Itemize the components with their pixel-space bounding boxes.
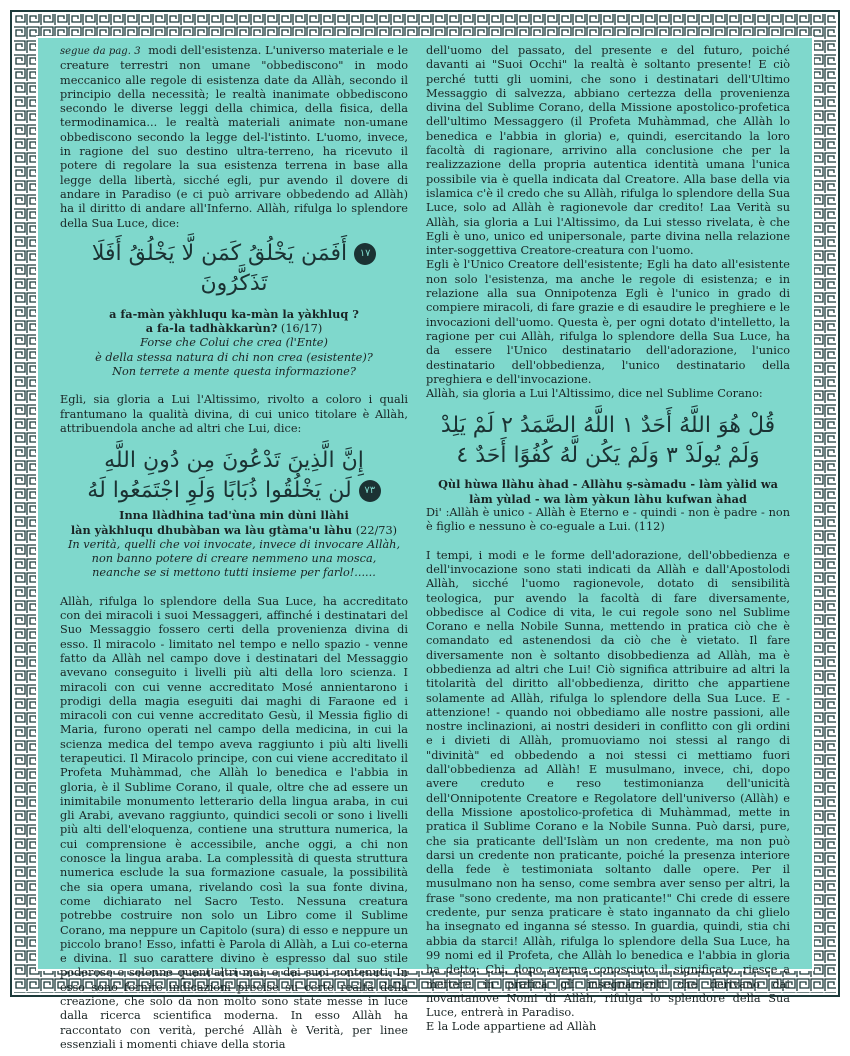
arabic-verse: ١٧ أَفَمَن يَخْلُقُ كَمَن لَّا يَخْلُقُ أَفَلَا تَذَكَّرُونَ xyxy=(60,239,408,299)
paragraph: I tempi, i modi e le forme dell'adorazione, dell'obbedienza e dell'invocazione sono stati indicati da Allàh e dall'Apostolodi Allàh, sicché l'uomo ragionevole, dotato di sensibilità teologica, pur avendo la facoltà di fare diversamente, obbedisce al Codice di vita, le cui regole sono nel Sublime Corano e nella Nobile Sunna, mettendo in pratica ciò che è comandato ed astenendosi da ciò che è vietato. Il fare diversamente non è soltanto disobbedienza ad Allàh, ma è obbedienza ad altri che Lui! Ciò significa attribuire ad altri la titolarità del diritto all'obbedienza, diritto che appartiene solamente ad Allàh, rifulga lo splendore della Sua Luce. E - attenzione! - quando noi obbediamo alle nostre passioni, alle nostre inclinazioni, ai nostri desideri in conflitto con gli ordini e i divieti di Allàh, promuoviamo noi stessi al rango di "divinità" ed obbedendo a noi stessi ci mettiamo fuori dall'obbedienza ad Allàh! E musulmano, invece, chi, dopo avere creduto e reso testimonianza dell'unicità dell'Onnipotente Creatore e Regolatore dell'universo (Allàh) e della Missione apostolico-profetica di Muhàmmad, mette in pratica il Sublime Corano e la Nobile Sunna. Può darsi, pure, che sia praticante dell'Islàm un non credente, ma non può darsi un credente non praticante, poiché la presenza interiore della fede è testimoniata soltanto dalle opere. Per il musulmano non ha senso, come sembra aver senso per altri, la frase "sono credente, ma non praticante!" Chi crede di essere credente, pur senza praticare è stato ingannato da chi glielo ha insegnato ed inganna sé stesso. In guardia, quindi, stia chi abbia da starci! Allàh, rifulga lo splendore della Sua Luce, ha 99 nomi ed il Profeta, che Allàh lo benedica e l'abbia in gloria ha detto: Chi, dopo averne conosciuto il significato, riesce a mettere in pratica gli insegnamenti che derivano dai novantanove Nomi di Allàh, rifulga lo splendore della Sua Luce, entrerà in Paradiso. xyxy=(426,548,790,1020)
page-content xyxy=(38,38,812,1051)
paragraph: Allàh, sia gloria a Lui l'Altissimo, dice nel Sublime Corano: xyxy=(426,387,763,401)
paragraph: dell'uomo del passato, del presente e del futuro, poiché davanti ai "Suoi Occhi" la realtà è soltanto presente! E ciò perché tutti gli uomini, che sono i destinatari dell'Ultimo Messaggio di salvezza, abbiano certezza della provenienza divina del Sublime Corano, della Missione apostolico-profetica dell'ultimo Messaggero (il Profeta Muhàmmad, che Allàh lo benedica e l'abbia in gloria) e, quindi, esercitando la loro facoltà di ragionare, arrivino alla conclusione che per la realizzazione della propria autentica identità umana l'unica possibile via è quella indicata dal Creatore. Alla base della via islamica c'è il credo che su Allàh, rifulga lo splendore della Sua Luce, solo ad Allàh è ragionevole dar credito! Laa Verità su Allàh, sia gloria a Lui l'Altissimo, da Lui stesso rivelata, è che Egli è uno, unico ed unipersonale, parte divina nella relazione inter-soggettiva Creatore-creatura con l'uomo. xyxy=(426,44,790,258)
translation: non banno potere di creare nemmeno una mosca, xyxy=(91,552,377,566)
transliteration: Qùl hùwa llàhu àhad - Allàhu ș-sàmadu - làm yàlid wa làm yùlad - wa làm yàkun làhu kufwan àhad xyxy=(438,477,778,506)
paragraph: Allàh, rifulga lo splendore della Sua Luce, ha accreditato con dei miracoli i suoi Messaggeri, affinché i destinatari del Suo Messaggio fossero certi della provenienza divina di esso. Il miracolo - limitato nel tempo e nello spazio - venne fatto da Allàh nel campo dove i destinatari del Messaggio avevano conseguito i livelli più alti della loro scienza. I miracoli con cui venne accreditato Mosé annientarono i prodigi della magia eseguiti dai maghi di Faraone ed i miracoli con cui venne accreditato Gesù, il Messia figlio di Maria, furono operati nel campo della medicina, in cui la scienza medica del tempo aveva raggiunto i più alti livelli terapeutici. Il Miracolo principe, con cui viene accreditato il Profeta Muhàmmad, che Allàh lo benedica e l'abbia in gloria, è il Sublime Corano, il quale, oltre che ad essere un inimitabile monumento letterario della lingua araba, in cui gli Arabi, avevano raggiunto, quindici secoli or sono i livelli più alti dell'eloquenza, contiene una struttura numerica, la cui comprensione è accessibile, anche oggi, a chi non conosce la lingua araba. La complessità di questa struttura numerica esclude la sua formazione casuale, la possibilità che sia opera umana, rivelando così la sua fonte divina, come dichiarato nel Sacro Testo. Nessuna creatura potrebbe costruire non solo un Libro come il Sublime Corano, ma neppure un Capitolo (sura) di esso e neppure un piccolo brano! Esso, infatti è Parola di Allàh, a Lui co-eterna e divina. Il suo carattere divino è espresso dal suo stile poderoso e solenne quant'altri mai, e dai suoi contenuti. In esso sono fornite indicazioni precise su certe realtà della creazione, che solo da non molto sono state messe in luce dalla ricerca scientifica moderna. In esso Allàh ha raccontato con verità, perché Allàh è Verità, per linee essenziali i momenti chiave della storia xyxy=(60,594,408,1051)
arabic-verse: قُلْ هُوَ اللَّهُ أَحَدٌ ١ اللَّهُ الصَّمَدُ ٢ لَمْ يَلِدْ وَلَمْ يُولَدْ ٣ وَلَمْ يَكُن لَّهُ كُفُوًا أَحَدٌ ٤ xyxy=(440,413,776,469)
paragraph: Egli è l'Unico Creatore dell'esistente; Egli ha dato all'esistente non solo l'esistenza, ma anche le regole di esistenza; e in relazione alla sua Onnipotenza Egli è l'unico in grado di compiere miracoli, di fare grazie e di esaudire le preghiere e le invocazioni dell'uomo. Questa è, per ogni dotato d'intelletto, la ragione per cui Allàh, rifulga lo splendore della Sua Luce, ha da essere l'Unico destinatario dell'adorazione, l'unico destinatario dell'obbedienza, l'unico destinatario della preghiera e dell'invocazione. xyxy=(426,258,790,386)
transliteration: a fa-la tadhàkkarùn? xyxy=(145,321,278,336)
left-column xyxy=(60,44,408,1056)
paragraph: Egli, sia gloria a Lui l'Altissimo, rivolto a coloro i quali frantumano la qualità divina, di cui unico titolare è Allàh, attribuendola anche ad altri che Lui, dice: xyxy=(60,393,408,435)
translation: In verità, quelli che voi invocate, invece di invocare Allàh, xyxy=(67,537,401,551)
transliteration: a fa-màn yàkhluqu ka-màn la yàkhluq ? xyxy=(109,306,359,321)
verse-number-icon: ٧٣ xyxy=(359,480,381,502)
translation: è della stessa natura di chi non crea (esistente)? xyxy=(95,350,373,364)
translation: Forse che Colui che crea (l'Ente) xyxy=(140,336,328,350)
translation: neanche se si mettono tutti insieme per farlo!...... xyxy=(92,566,376,580)
right-column xyxy=(426,44,790,1039)
arabic-verse: إِنَّ الَّذِينَ تَدْعُونَ مِن دُونِ اللَّهِ ٧٣ لَن يَخْلُقُوا ذُبَابًا وَلَوِ اجْتَمَعُوا لَهُ xyxy=(60,446,408,506)
paragraph: modi dell'esistenza. L'universo materiale e le creature terrestri non umane "obbediscono" in modo meccanico alle regole di esistenza date da Allàh, secondo il principio della necessità; le realtà inanimate obbediscono secondo le diverse leggi della chimica, della fisica, della termodinamica... le realtà materiali animate non-umane obbediscono secondo la legge del-l'istinto. L'uomo, invece, in ragione del suo destino ultra-terreno, ha ricevuto il potere di regolare la sua esistenza terrena in base alla legge della libertà, sicché egli, pur avendo il dovere di andare in Paradiso (e ci può arrivare obbedendo ad Allàh) ha il diritto di andare all'Inferno. Allàh, rifulga lo splendore della Sua Luce, dice: xyxy=(60,44,409,230)
continued-note: segue da pag. 3 xyxy=(60,46,141,57)
translation: Di' :Allàh è unico - Allàh è Eterno e - quindi - non è padre - non è figlio e nessuno è co-eguale a Lui. (112) xyxy=(426,506,790,534)
translation: Non terrete a mente questa informazione? xyxy=(112,365,356,379)
transliteration: làn yàkhluqu dhubàban wa làu gtàma'u làhu xyxy=(70,522,353,537)
verse-number-icon: ١٧ xyxy=(354,243,376,265)
transliteration: Inna llàdhina tad'ùna min dùni llàhi xyxy=(119,508,349,523)
verse-reference: (22/73) xyxy=(355,523,398,537)
verse-reference: (16/17) xyxy=(280,322,323,336)
closing-line: E la Lode appartiene ad Allàh xyxy=(426,1020,597,1034)
